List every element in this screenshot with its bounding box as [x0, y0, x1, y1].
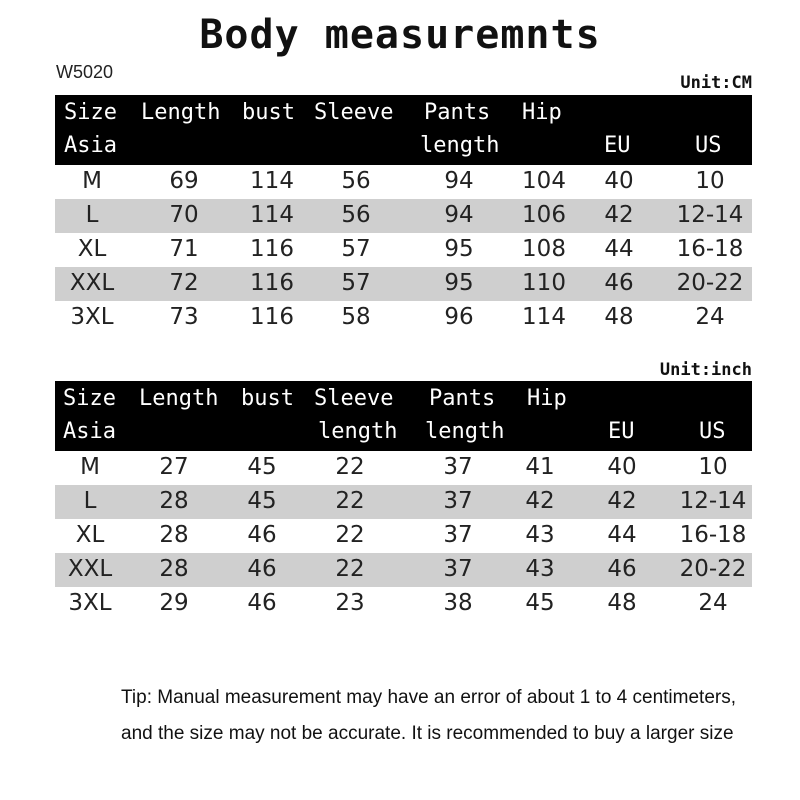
- header-pants: Pants: [429, 386, 496, 411]
- cell-bust: 116: [250, 304, 294, 330]
- cell-length: 71: [169, 236, 199, 262]
- cell-eu: 48: [607, 590, 637, 616]
- header-us: US: [699, 419, 726, 444]
- cell-size: M: [80, 454, 100, 480]
- cell-hip: 104: [522, 168, 566, 194]
- cell-length: 29: [159, 590, 189, 616]
- cell-eu: 44: [604, 236, 634, 262]
- table-row: [55, 519, 752, 553]
- header-eu: EU: [604, 133, 631, 158]
- table-row: [55, 233, 752, 267]
- product-code: W5020: [56, 62, 114, 82]
- cell-size: XXL: [67, 556, 113, 582]
- cell-bust: 116: [250, 270, 294, 296]
- cell-sleeve: 22: [335, 522, 365, 548]
- cell-length: 72: [169, 270, 199, 296]
- size-table-cm: [55, 95, 752, 335]
- header-us: US: [695, 133, 722, 158]
- header-size: Size: [64, 100, 117, 125]
- cell-us: 16-18: [676, 236, 744, 262]
- header-bust: bust: [242, 100, 295, 125]
- cell-hip: 41: [525, 454, 555, 480]
- cell-hip: 42: [525, 488, 555, 514]
- cell-pants: 37: [443, 522, 473, 548]
- cell-us: 24: [695, 304, 725, 330]
- table-row: [55, 301, 752, 335]
- cell-pants: 94: [444, 168, 474, 194]
- header-size: Size: [63, 386, 116, 411]
- cell-pants: 38: [443, 590, 473, 616]
- header-hip: Hip: [522, 100, 562, 125]
- cell-us: 10: [695, 168, 725, 194]
- cell-bust: 116: [250, 236, 294, 262]
- size-table-inch: [55, 381, 752, 621]
- table-row: [55, 199, 752, 233]
- cell-length: 28: [159, 522, 189, 548]
- cell-length: 28: [159, 488, 189, 514]
- cell-hip: 110: [522, 270, 566, 296]
- cell-sleeve: 23: [335, 590, 365, 616]
- header-bust: bust: [241, 386, 294, 411]
- cell-eu: 40: [604, 168, 634, 194]
- cell-bust: 46: [247, 590, 277, 616]
- cell-bust: 46: [247, 556, 277, 582]
- cell-eu: 48: [604, 304, 634, 330]
- cell-bust: 114: [250, 168, 294, 194]
- cell-eu: 40: [607, 454, 637, 480]
- header-sleeve-length: length: [318, 419, 398, 444]
- header-length: Length: [141, 100, 221, 125]
- cell-pants: 37: [443, 556, 473, 582]
- table-row: [55, 451, 752, 485]
- table-row: [55, 267, 752, 301]
- cell-bust: 45: [247, 488, 277, 514]
- cell-us: 10: [698, 454, 728, 480]
- cell-us: 20-22: [676, 270, 744, 296]
- cell-length: 69: [169, 168, 199, 194]
- cell-eu: 42: [607, 488, 637, 514]
- cell-pants: 37: [443, 488, 473, 514]
- header-pants: Pants: [424, 100, 491, 125]
- cell-eu: 42: [604, 202, 634, 228]
- cell-eu: 44: [607, 522, 637, 548]
- cell-size: L: [85, 202, 99, 228]
- cell-size: M: [82, 168, 102, 194]
- unit-label-inch: Unit:inch: [659, 360, 752, 380]
- table-row: [55, 553, 752, 587]
- cell-size: L: [83, 488, 97, 514]
- cell-sleeve: 56: [341, 168, 371, 194]
- cell-hip: 43: [525, 556, 555, 582]
- cell-bust: 45: [247, 454, 277, 480]
- cell-bust: 46: [247, 522, 277, 548]
- header-sleeve: Sleeve: [314, 100, 394, 125]
- header-eu: EU: [608, 419, 635, 444]
- cell-pants: 96: [444, 304, 474, 330]
- header-pants-length: length: [425, 419, 505, 444]
- table-row: [55, 587, 752, 621]
- cell-hip: 45: [525, 590, 555, 616]
- cell-hip: 114: [522, 304, 566, 330]
- cell-us: 24: [698, 590, 728, 616]
- cell-hip: 43: [525, 522, 555, 548]
- header-asia: Asia: [63, 419, 116, 444]
- cell-pants: 95: [444, 236, 474, 262]
- header-length: Length: [139, 386, 219, 411]
- cell-size: 3XL: [68, 590, 112, 616]
- cell-sleeve: 22: [335, 454, 365, 480]
- cell-size: XL: [77, 236, 107, 262]
- table-header: [55, 381, 752, 451]
- cell-bust: 114: [250, 202, 294, 228]
- cell-length: 73: [169, 304, 199, 330]
- measurement-tip: Tip: Manual measurement may have an error of about 1 to 4 centimeters, and the size may not be accurate. It is recommended to buy a larger size: [121, 687, 736, 744]
- cell-eu: 46: [607, 556, 637, 582]
- table-row: [55, 165, 752, 199]
- cell-us: 16-18: [679, 522, 747, 548]
- cell-pants: 37: [443, 454, 473, 480]
- header-hip: Hip: [527, 386, 567, 411]
- cell-sleeve: 22: [335, 488, 365, 514]
- unit-label-cm: Unit:CM: [680, 73, 752, 93]
- cell-sleeve: 56: [341, 202, 371, 228]
- cell-sleeve: 58: [341, 304, 371, 330]
- cell-us: 12-14: [676, 202, 744, 228]
- cell-size: XL: [75, 522, 105, 548]
- cell-sleeve: 57: [341, 236, 371, 262]
- header-asia: Asia: [64, 133, 117, 158]
- cell-length: 27: [159, 454, 189, 480]
- table-row: [55, 485, 752, 519]
- cell-eu: 46: [604, 270, 634, 296]
- page-title: Body measuremnts: [199, 12, 601, 58]
- header-pants-length: length: [420, 133, 500, 158]
- cell-size: 3XL: [70, 304, 114, 330]
- table-header: [55, 95, 752, 165]
- cell-sleeve: 22: [335, 556, 365, 582]
- cell-us: 12-14: [679, 488, 747, 514]
- cell-length: 70: [169, 202, 199, 228]
- cell-hip: 108: [522, 236, 566, 262]
- cell-length: 28: [159, 556, 189, 582]
- cell-size: XXL: [69, 270, 115, 296]
- cell-pants: 95: [444, 270, 474, 296]
- cell-us: 20-22: [679, 556, 747, 582]
- cell-pants: 94: [444, 202, 474, 228]
- header-sleeve: Sleeve: [314, 386, 394, 411]
- cell-hip: 106: [522, 202, 566, 228]
- cell-sleeve: 57: [341, 270, 371, 296]
